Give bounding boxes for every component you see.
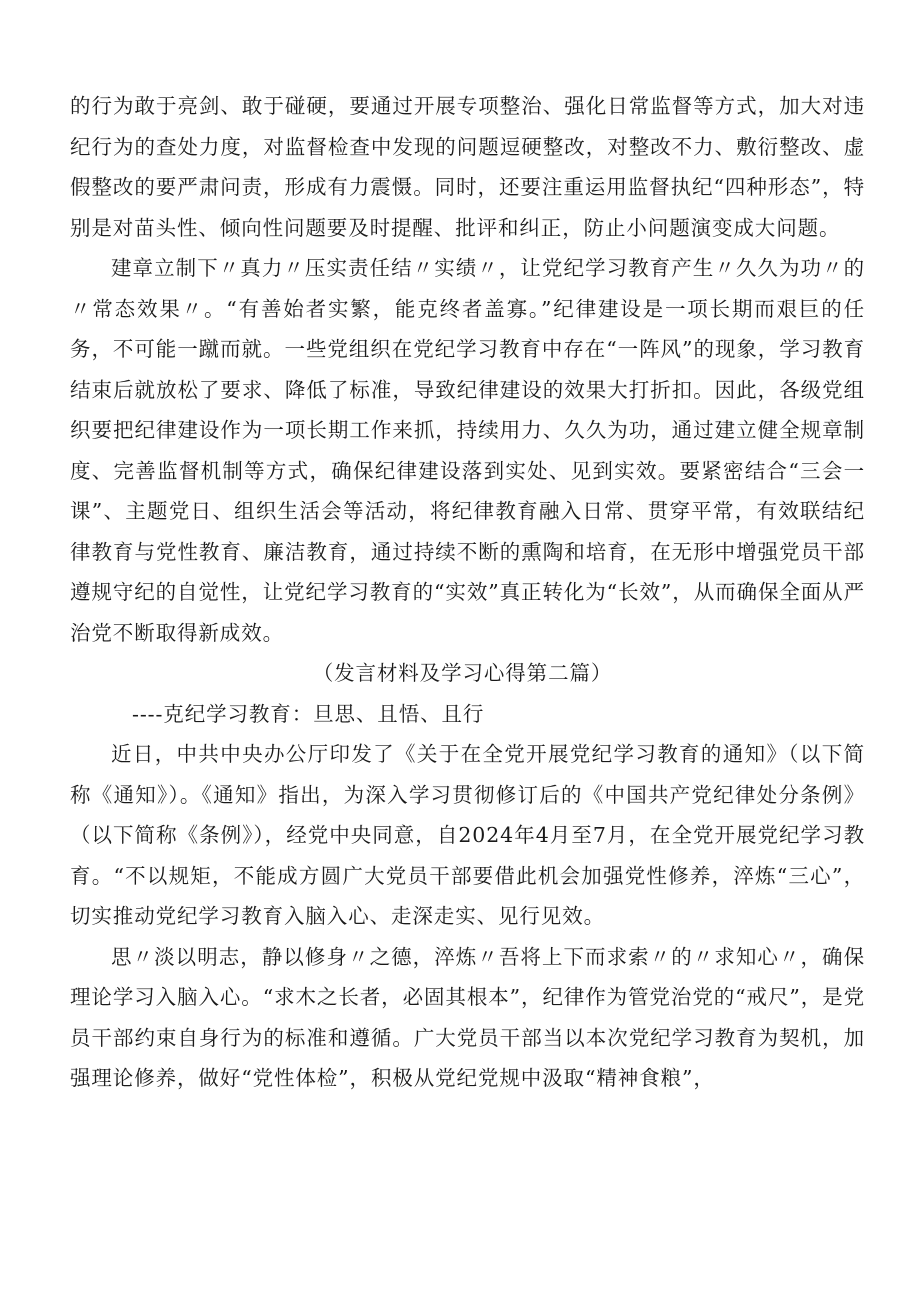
paragraph-3: 近日，中共中央办公厅印发了《关于在全党开展党纪学习教育的通知》（以下简称《通知》）。《通知》指出，为深入学习贯彻修订后的《中国共产党纪律处分条例》（以下简称《条例》），经党中央同意，自2024年4月至7月，在全党开展党纪学习教育。“不以规矩，不能成方圆广大党员干部要借此机会加强党性修养，淬炼“三心”，切实推动党纪学习教育入脑入心、走深走实、见行见效。	[70, 742, 865, 928]
paragraph-4: 思〃淡以明志，静以修身〃之德，淬炼〃吾将上下而求索〃的〃求知心〃，确保理论学习入脑入心。“求木之长者，必固其根本”，纪律作为管党治党的“戒尺”，是党员干部约束自身行为的标准和遵循。广大党员干部当以本次党纪学习教育为契机，加强理论修养，做好“党性体检”，积极从党纪党规中汲取“精神食粮”，	[70, 944, 865, 1090]
paragraph-1: 的行为敢于亮剑、敢于碰硬，要通过开展专项整治、强化日常监督等方式，加大对违纪行为的查处力度，对监督检查中发现的问题逗硬整改，对整改不力、敷衍整改、虚假整改的要严肃问责，形成有力震慑。同时，还要注重运用监督执纪“四种形态”，特别是对苗头性、倾向性问题要及时提醒、批评和纠正，防止小问题演变成大问题。	[70, 94, 865, 240]
section-subtitle: ----克纪学习教育：旦思、且悟、且行	[132, 701, 485, 726]
document-body	[70, 86, 865, 1099]
paragraph-2: 建章立制下〃真力〃压实责任结〃实绩〃，让党纪学习教育产生〃久久为功〃的〃常态效果〃。“有善始者实繁，能克终者盖寡。”纪律建设是一项长期而艰巨的任务，不可能一蹴而就。一些党组织在党纪学习教育中存在“一阵风”的现象，学习教育结束后就放松了要求、降低了标准，导致纪律建设的效果大打折扣。因此，各级党组织要把纪律建设作为一项长期工作来抓，持续用力、久久为功，通过建立健全规章制度、完善监督机制等方式，确保纪律建设落到实处、见到实效。要紧密结合“三会一课”、主题党日、组织生活会等活动，将纪律教育融入日常、贯穿平常，有效联结纪律教育与党性教育、廉洁教育，通过持续不断的熏陶和培育，在无形中增强党员干部遵规守纪的自觉性，让党纪学习教育的“实效”真正转化为“长效”，从而确保全面从严治党不断取得新成效。	[70, 256, 865, 645]
section-title: （发言材料及学习心得第二篇）	[312, 661, 613, 685]
